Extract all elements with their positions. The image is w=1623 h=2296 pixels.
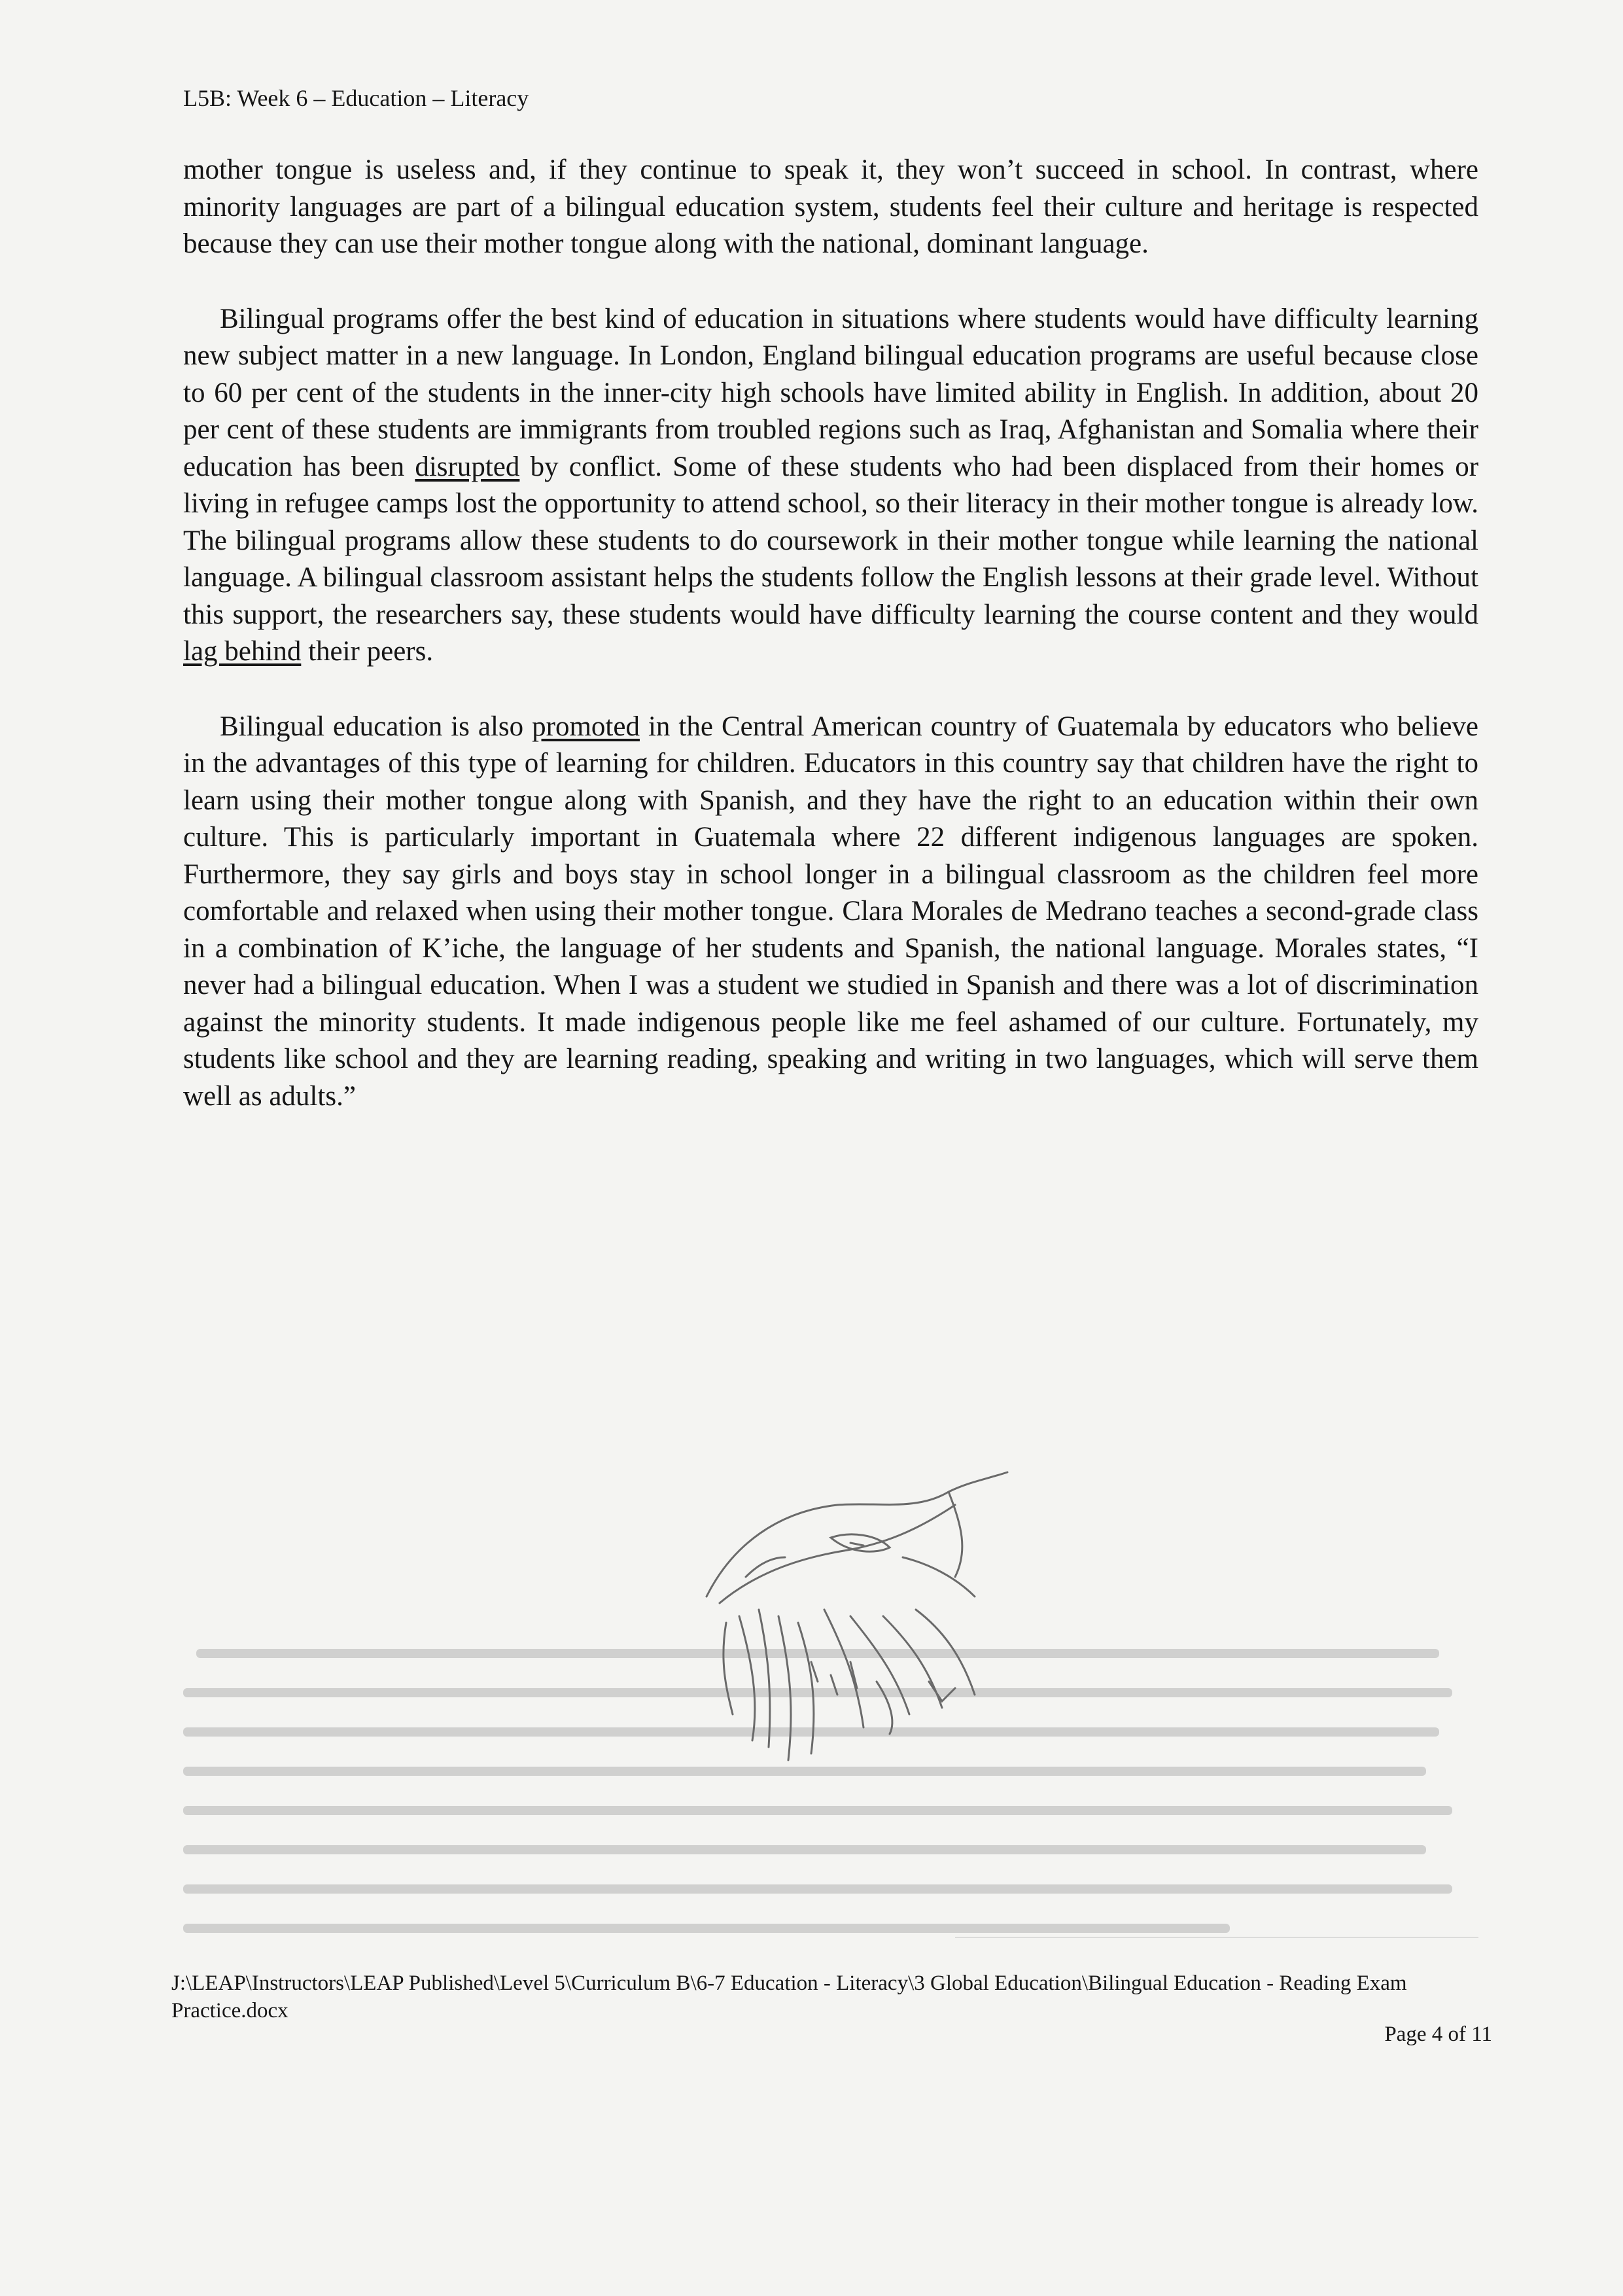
- pencil-sketch-illustration: [680, 1466, 1047, 1806]
- paragraph: [183, 152, 1478, 263]
- paragraph: [183, 709, 1478, 1116]
- paragraph-text: by conflict. Some of these students who had been displaced from their homes or living in refugee camps lost the opportunity to attend school, so their literacy in their mother tongue is already low. The bilingual programs allow these students to do coursework in their mother tongue while learning the national language. A bilingual classroom assistant helps the students follow the English lessons at their grade level. Without this support, the researchers say, these students would have difficulty learning the course content and they would: [183, 451, 1479, 630]
- footer-divider: [955, 1937, 1478, 1938]
- underlined-vocabulary-word: promoted: [532, 711, 640, 742]
- article-body: [183, 152, 1478, 1115]
- paragraph-text: in the Central American country of Guatemala by educators who believe in the advantages of this type of learning for children. Educators in this country say that children have the right to learn using their mother tongue along with Spanish, and they have the right to an education within their own culture. This is particularly important in Guatemala where 22 different indigenous languages are spoken. Furthermore, they say girls and boys stay in school longer in a bilingual classroom as the children feel more comfortable and relaxed when using their mother tongue. Clara Morales de Medrano teaches a second-grade class in a combination of K’iche, the language of her students and Spanish, the national language. Morales states, “I never had a bilingual education. When I was a student we studied in Spanish and there was a lot of discrimination against the minority students. It made indigenous people like me feel ashamed of our culture. Fortunately, my students like school and they are learning reading, speaking and writing in two languages, which will serve them well as adults.”: [183, 711, 1479, 1112]
- page-number: Page 4 of 11: [1384, 2022, 1492, 2046]
- paragraph-text: mother tongue is useless and, if they continue to speak it, they won’t succeed in school. In contrast, where minority languages are part of a bilingual education system, students feel their culture and heritage is respected because they can use their mother tongue along with the national, dominant language.: [183, 154, 1478, 259]
- underlined-vocabulary-word: lag behind: [183, 636, 302, 667]
- paragraph-text: their peers.: [301, 636, 434, 667]
- underlined-vocabulary-word: disrupted: [415, 451, 520, 482]
- page-header: L5B: Week 6 – Education – Literacy: [183, 85, 529, 111]
- footer-file-path: J:\LEAP\Instructors\LEAP Published\Level 5\Curriculum B\6-7 Education - Literacy\3 Global Education\Bilingual Education - Reading Exam Practice.docx: [171, 1971, 1407, 2022]
- paragraph-text: Bilingual education is also: [220, 711, 532, 742]
- paragraph: [183, 301, 1478, 671]
- paragraph-text: Bilingual programs offer the best kind of education in situations where students would have difficulty learning new subject matter in a new language. In London, England bilingual education programs are useful because close to 60 per cent of the students in the inner-city high schools have limited ability in English. In addition, about 20 per cent of these students are immigrants from troubled regions such as Iraq, Afghanistan and Somalia where their education has been: [183, 303, 1478, 482]
